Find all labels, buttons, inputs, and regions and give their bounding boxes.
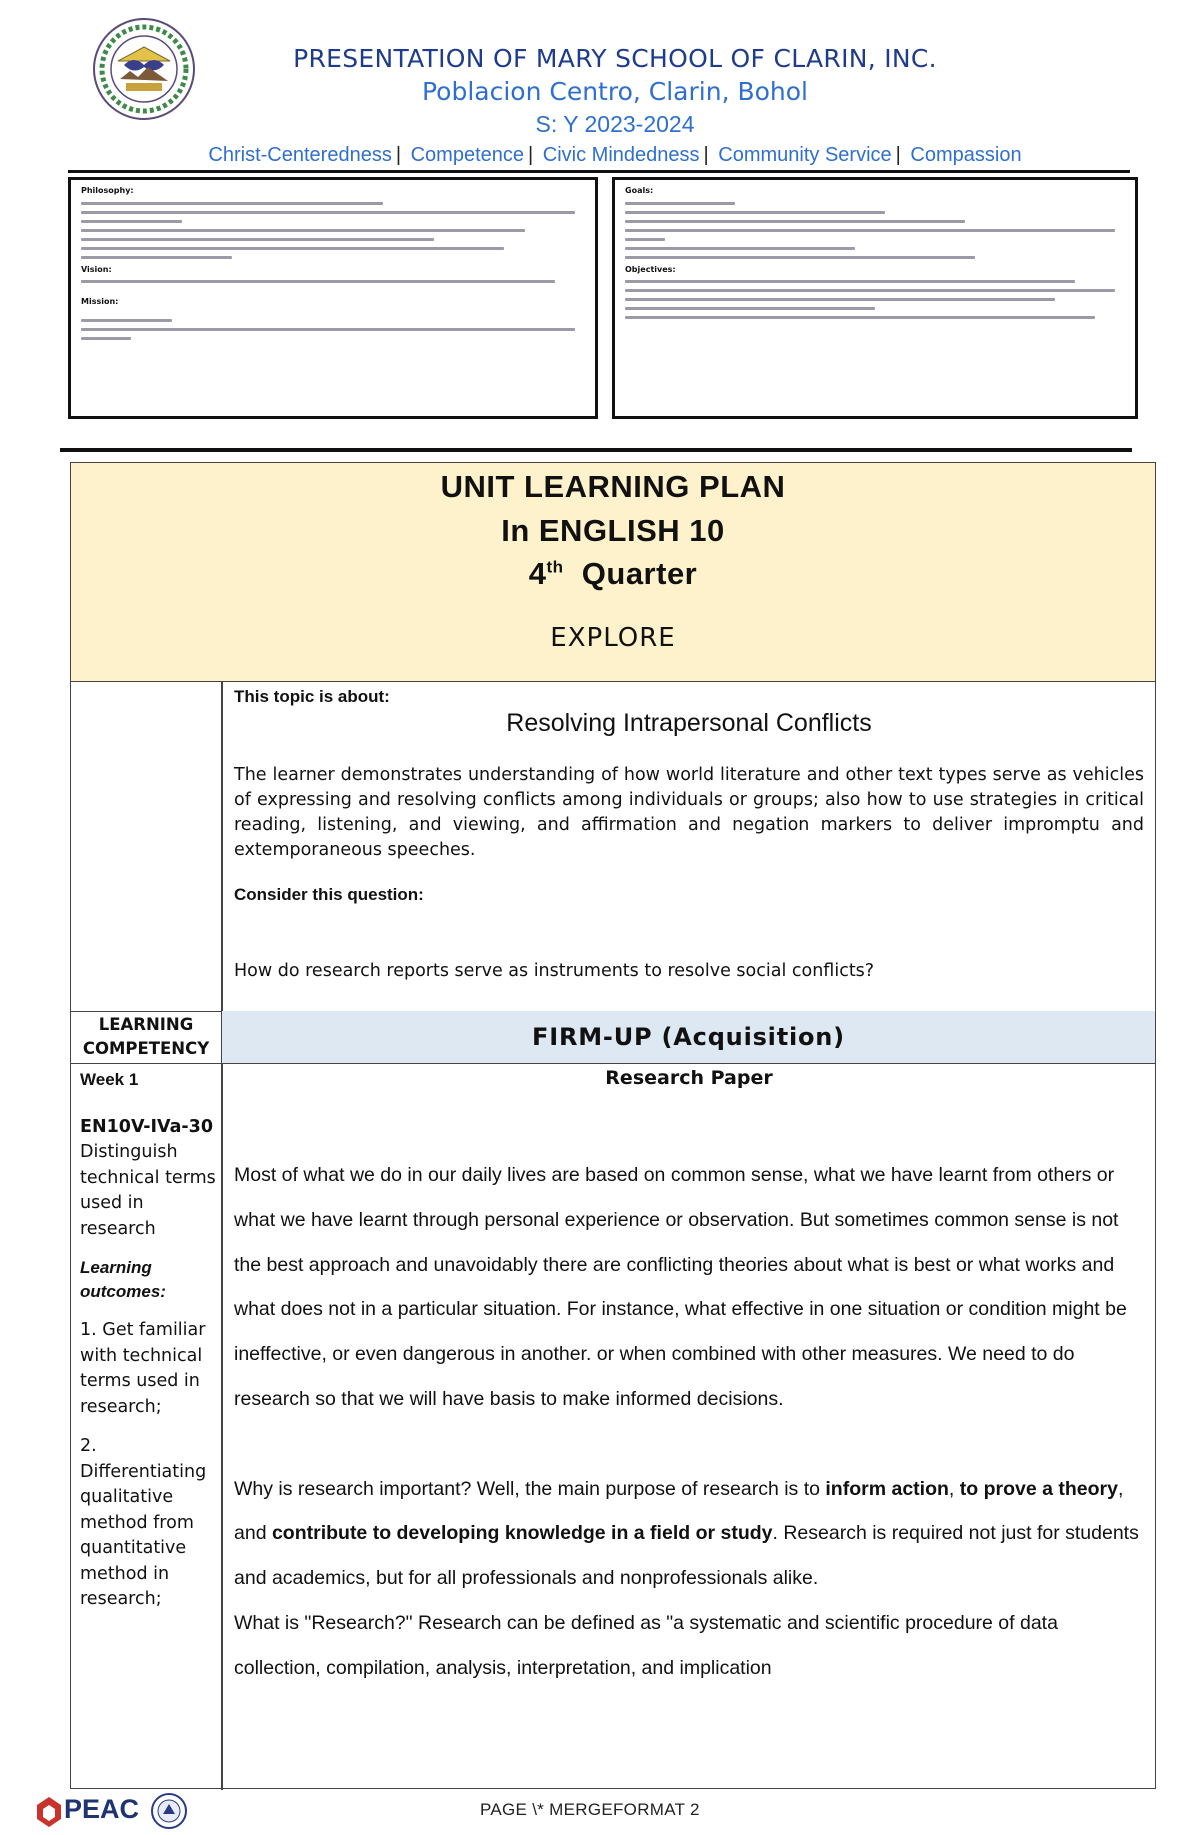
- illegible-text-line: [625, 238, 665, 241]
- quarter-number: 4: [528, 556, 547, 591]
- vision-heading: Vision:: [81, 264, 112, 274]
- learning-outcome: 1. Get familiar with technical terms used in research;: [80, 1320, 206, 1417]
- competency-statement: Distinguish technical terms used in research: [80, 1142, 216, 1239]
- plan-title-cell: [71, 463, 1155, 682]
- illegible-text-line: [81, 202, 383, 205]
- content-row: [71, 1063, 1155, 1790]
- bold-term: to prove a theory: [959, 1477, 1118, 1500]
- illegible-text-line: [625, 256, 975, 259]
- illegible-text-line: [81, 319, 172, 322]
- plan-title: UNIT LEARNING PLAN: [440, 469, 786, 504]
- illegible-text-line: [625, 298, 1055, 301]
- illegible-text-line: [625, 229, 1115, 232]
- illegible-text-line: [625, 280, 1075, 283]
- illegible-text-line: [81, 247, 504, 250]
- unit-learning-plan-table: [70, 462, 1156, 1789]
- paragraph-gap: [234, 1422, 1144, 1467]
- illegible-text-line: [81, 229, 525, 232]
- content-paragraph: Most of what we do in our daily lives are based on common sense, what we have learnt from others or what we have learnt through personal experience or observation. But sometimes common sense is not the best approach and unavoidably there are conflicting theories about what is best or what works and what does not in a particular situation. For instance, what effective in one situation or condition might be ineffective, or even dangerous in another. or when combined with other measures. We need to do research so that we will have basis to make informed decisions.: [234, 1164, 1127, 1410]
- topic-description: The learner demonstrates understanding of how world literature and other text types serve as vehicles of expressing and resolving conflicts among individuals or groups; also how to use strategies in critical reading, listening, and viewing, and affirmation and negation markers to deliver impromptu and extemporaneous speeches.: [234, 765, 1144, 860]
- illegible-text-line: [625, 307, 875, 310]
- illegible-text-line: [81, 328, 575, 331]
- consider-label: Consider this question:: [234, 885, 424, 904]
- core-value: Compassion: [910, 144, 1022, 166]
- mission-heading: Mission:: [81, 297, 119, 306]
- learning-competency-header: LEARNING COMPETENCY: [82, 1015, 210, 1058]
- core-value: Christ-Centeredness: [208, 144, 392, 166]
- illegible-text-line: [625, 211, 885, 214]
- column-divider: [221, 1063, 223, 1790]
- school-year: S: Y 2023-2024: [535, 111, 695, 137]
- competency-code: EN10V-IVa-30: [80, 1116, 214, 1137]
- essential-question: How do research reports serve as instruments to resolve social conflicts?: [234, 961, 875, 981]
- content-title: Research Paper: [605, 1067, 773, 1089]
- quarter-ordinal: th: [546, 557, 564, 577]
- paragraph-text: . Research is required not just for students and academics, but for all professionals and nonprofessionals alike.: [234, 1522, 1139, 1590]
- week-label: Week 1: [80, 1070, 139, 1089]
- section-header-row: [71, 1011, 1155, 1064]
- illegible-text-line: [625, 247, 855, 250]
- core-value: Civic Mindedness: [542, 144, 700, 166]
- philosophy-heading: Philosophy:: [81, 186, 134, 195]
- philosophy-vision-mission-box: [68, 177, 598, 419]
- illegible-text-line: [81, 337, 131, 340]
- header-divider: [68, 170, 1130, 173]
- content-body: [234, 1153, 1144, 1691]
- bold-term: inform action: [825, 1477, 949, 1500]
- core-value: Competence: [410, 144, 524, 166]
- plan-phase: EXPLORE: [550, 623, 676, 653]
- school-name: PRESENTATION OF MARY SCHOOL OF CLARIN, INC.: [293, 44, 937, 73]
- firm-up-header: FIRM-UP (Acquisition): [222, 1011, 1155, 1063]
- deped-seal: [150, 1792, 188, 1830]
- section-divider: [60, 448, 1132, 452]
- goals-objectives-box: [612, 177, 1138, 419]
- bold-term: contribute to developing knowledge in a field or study: [271, 1522, 773, 1545]
- content-paragraph: What is "Research?" Research can be defined as "a systematic and scientific procedure of data collection, compilation, analysis, interpretation, and implication: [234, 1611, 1058, 1679]
- school-address: Poblacion Centro, Clarin, Bohol: [421, 77, 808, 106]
- content-paragraph: [234, 1467, 1144, 1601]
- illegible-text-line: [625, 220, 965, 223]
- illegible-text-line: [81, 220, 182, 223]
- peac-logo-text: PEAC: [64, 1794, 140, 1824]
- quarter-word: Quarter: [581, 556, 698, 591]
- core-value: Community Service: [718, 144, 892, 166]
- topic-label: This topic is about:: [234, 687, 390, 706]
- illegible-text-line: [625, 202, 735, 205]
- goals-heading: Goals:: [625, 186, 654, 195]
- paragraph-text: , and: [234, 1477, 1124, 1545]
- illegible-text-line: [625, 316, 1095, 319]
- illegible-text-line: [625, 289, 1115, 292]
- learning-outcomes-label: Learning outcomes:: [80, 1258, 166, 1301]
- plan-subject: In ENGLISH 10: [501, 513, 725, 548]
- core-values: Christ-Centeredness | Competence | Civic Mindedness | Community Service | Compassion: [208, 144, 1022, 166]
- paragraph-text: Why is research important? Well, the main purpose of research is to: [234, 1477, 826, 1500]
- paragraph-text: ,: [948, 1477, 960, 1500]
- peac-logo-mark: [34, 1795, 64, 1829]
- topic-title: Resolving Intrapersonal Conflicts: [506, 709, 872, 737]
- illegible-text-line: [81, 238, 434, 241]
- illegible-text-line: [81, 256, 232, 259]
- illegible-text-line: [81, 280, 555, 283]
- page-number-field: PAGE \* MERGEFORMAT 2: [480, 1800, 700, 1819]
- plan-quarter: [71, 556, 1155, 592]
- learning-outcome: 2. Differentiating qualitative method from quantitative method in research;: [80, 1436, 207, 1609]
- objectives-heading: Objectives:: [625, 264, 676, 274]
- learning-competency-cell: [80, 1067, 218, 1613]
- topic-row: [71, 681, 1155, 1012]
- illegible-text-line: [81, 211, 575, 214]
- column-divider: [221, 681, 223, 1011]
